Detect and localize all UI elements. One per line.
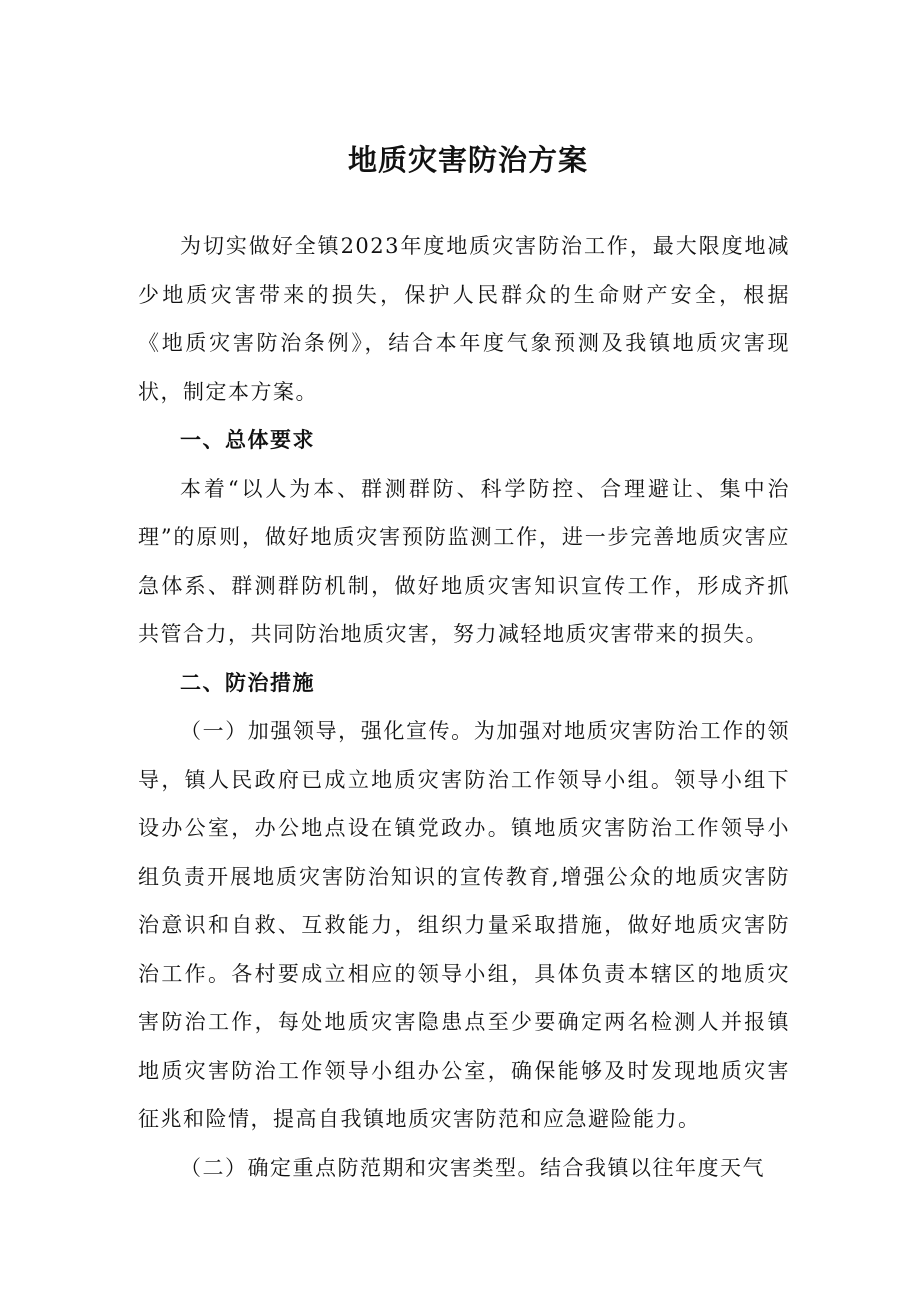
- measure-item-2-paragraph: （二）确定重点防范期和灾害类型。结合我镇以往年度天气: [180, 1155, 765, 1180]
- page-title: 地质灾害防治方案: [347, 143, 588, 177]
- document-body: [138, 222, 790, 1192]
- section-heading-prevention-measures: 二、防治措施: [180, 670, 315, 695]
- intro-paragraph: 为切实做好全镇2023年度地质灾害防治工作，最大限度地减少地质灾害带来的损失，保护人民群众的生命财产安全，根据《地质灾害防治条例》，结合本年度气象预测及我镇地质灾害现状，制定本方案。: [138, 234, 790, 404]
- section-heading-general-requirements: 一、总体要求: [180, 428, 315, 452]
- measure-item-1-paragraph: （一）加强领导，强化宣传。为加强对地质灾害防治工作的领导，镇人民政府已成立地质灾害防治工作领导小组。领导小组下设办公室，办公地点设在镇党政办。镇地质灾害防治工作领导小组负责开展地质灾害防治知识的宣传教育,增强公众的地质灾害防治意识和自救、互救能力，组织力量采取措施，做好地质灾害防治工作。各村要成立相应的领导小组，具体负责本辖区的地质灾害防治工作，每处地质灾害隐患点至少要确定两名检测人并报镇地质灾害防治工作领导小组办公室，确保能够及时发现地质灾害征兆和险情，提高自我镇地质灾害防范和应急避险能力。: [138, 719, 790, 1131]
- general-requirements-paragraph: 本着“以人为本、群测群防、科学防控、合理避让、集中治理”的原则，做好地质灾害预防监测工作，进一步完善地质灾害应急体系、群测群防机制，做好地质灾害知识宣传工作，形成齐抓共管合力，共同防治地质灾害，努力减轻地质灾害带来的损失。: [138, 476, 790, 646]
